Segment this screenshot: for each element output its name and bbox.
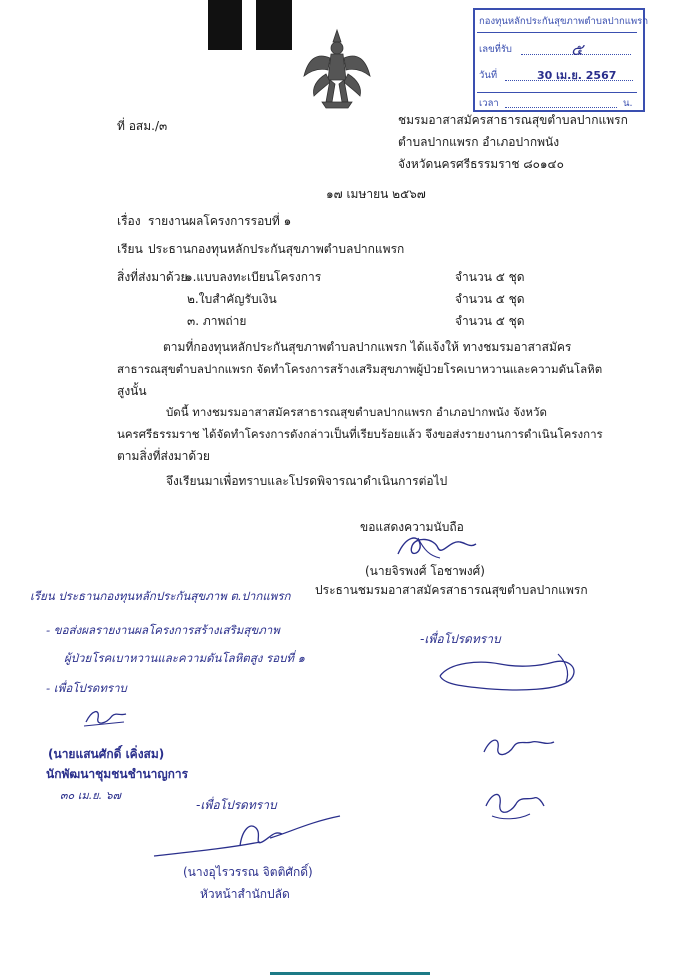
- attachment-qty: จำนวน ๕ ชุด: [455, 292, 525, 306]
- stamp-time-label: เวลา: [479, 98, 499, 109]
- stamp-date-value: 30 เม.ย. 2567: [537, 69, 617, 82]
- org-address-line: ตำบลปากแพรก อำเภอปากพนัง: [398, 135, 560, 149]
- signature-mark: [390, 530, 480, 562]
- handwritten-initials-left: [80, 702, 130, 730]
- stamp-date-label: วันที่: [479, 70, 498, 81]
- handwritten-signature-lower: [150, 812, 350, 864]
- subject-text: รายงานผลโครงการรอบที่ ๑: [148, 214, 292, 228]
- attachment-item: ๒.ใบสำคัญรับเงิน: [187, 292, 277, 306]
- officer-title: นักพัฒนาชุมชนชำนาญการ: [46, 767, 189, 781]
- recipient-text: ประธานกองทุนหลักประกันสุขภาพตำบลปากแพรก: [148, 242, 405, 256]
- top-dark-mark-left: [208, 0, 242, 50]
- body-paragraph-1-line-1: ตามที่กองทุนหลักประกันสุขภาพตำบลปากแพรก ได้แจ้งให้ ทางชมรมอาสาสมัคร: [163, 340, 572, 354]
- footer-line: [270, 972, 430, 975]
- handwritten-right-note: -เพื่อโปรดทราบ: [420, 632, 501, 646]
- top-dark-mark-right: [256, 0, 292, 50]
- handwritten-lower-note: -เพื่อโปรดทราบ: [196, 798, 277, 812]
- stamp-received-no-label: เลขที่รับ: [479, 44, 512, 55]
- attachment-qty: จำนวน ๕ ชุด: [455, 314, 525, 328]
- org-province-line: จังหวัดนครศรีธรรมราช ๘๐๑๔๐: [398, 157, 564, 171]
- handwritten-note-to: เรียน ประธานกองทุนหลักประกันสุขภาพ ต.ปากแพรก: [30, 589, 291, 603]
- handwritten-bullet-1-line-1: - ขอส่งผลรายงานผลโครงการสร้างเสริมสุขภาพ: [46, 623, 280, 637]
- handwritten-bullet-1-line-2: ผู้ป่วยโรคเบาหวานและความดันโลหิตสูง รอบที่ ๑: [64, 651, 305, 665]
- reference-number: ที่ อสม./๓: [117, 119, 168, 133]
- handwritten-initials-right-1: [478, 730, 558, 766]
- signatory-title: ประธานชมรมอาสาสมัครสาธารณสุขตำบลปากแพรก: [315, 583, 588, 597]
- body-paragraph-2-line-2: นครศรีธรรมราช ได้จัดทำโครงการดังกล่าวเป็นที่เรียบร้อยแล้ว จึงขอส่งรายงานการดำเนินโครงการ: [117, 427, 603, 441]
- handwritten-signature-right: [420, 640, 590, 700]
- head-name: (นางอุไรวรรณ จิตติศักดิ์): [183, 865, 313, 879]
- body-paragraph-2-line-1: บัดนี้ ทางชมรมอาสาสมัครสาธารณสุขตำบลปากแพรก อำเภอปากพนัง จังหวัด: [166, 405, 547, 419]
- attachment-item: ๑.แบบลงทะเบียนโครงการ: [185, 270, 322, 284]
- officer-date: ๓๐ เม.ย. ๖๗: [60, 789, 121, 802]
- closing-request: จึงเรียนมาเพื่อทราบและโปรดพิจารณาดำเนินการต่อไป: [166, 474, 448, 488]
- garuda-emblem: [302, 24, 372, 114]
- signatory-name: (นายจิรพงศ์ โอชาพงศ์): [365, 564, 485, 578]
- org-name: ชมรมอาสาสมัครสาธารณสุขตำบลปากแพรก: [398, 113, 628, 127]
- attachment-item: ๓. ภาพถ่าย: [187, 314, 247, 328]
- body-paragraph-2-line-3: ตามสิ่งที่ส่งมาด้วย: [117, 449, 210, 463]
- body-paragraph-1-line-3: สูงนั้น: [117, 384, 147, 398]
- head-title: หัวหน้าสำนักปลัด: [200, 887, 290, 901]
- subject-label: เรื่อง: [117, 214, 141, 228]
- stamp-received-no-value: ๕: [571, 40, 584, 59]
- complimentary-close: ขอแสดงความนับถือ: [360, 520, 464, 534]
- attachments-label: สิ่งที่ส่งมาด้วย: [117, 270, 188, 284]
- letter-date: ๑๗ เมษายน ๒๕๖๗: [326, 187, 426, 201]
- stamp-time-suffix: น.: [623, 98, 633, 109]
- attachment-qty: จำนวน ๕ ชุด: [455, 270, 525, 284]
- handwritten-bullet-2: - เพื่อโปรดทราบ: [46, 681, 127, 695]
- receipt-stamp: [473, 8, 649, 112]
- body-paragraph-1-line-2: สาธารณสุขตำบลปากแพรก จัดทำโครงการสร้างเสริมสุขภาพผู้ป่วยโรคเบาหวานและความดันโลหิต: [117, 362, 603, 376]
- handwritten-initials-right-2: [478, 782, 548, 826]
- officer-name: (นายแสนศักดิ์ เคิ่งสม): [48, 747, 165, 761]
- stamp-header: กองทุนหลักประกันสุขภาพตำบลปากแพรก: [479, 16, 649, 27]
- recipient-label: เรียน: [117, 242, 143, 256]
